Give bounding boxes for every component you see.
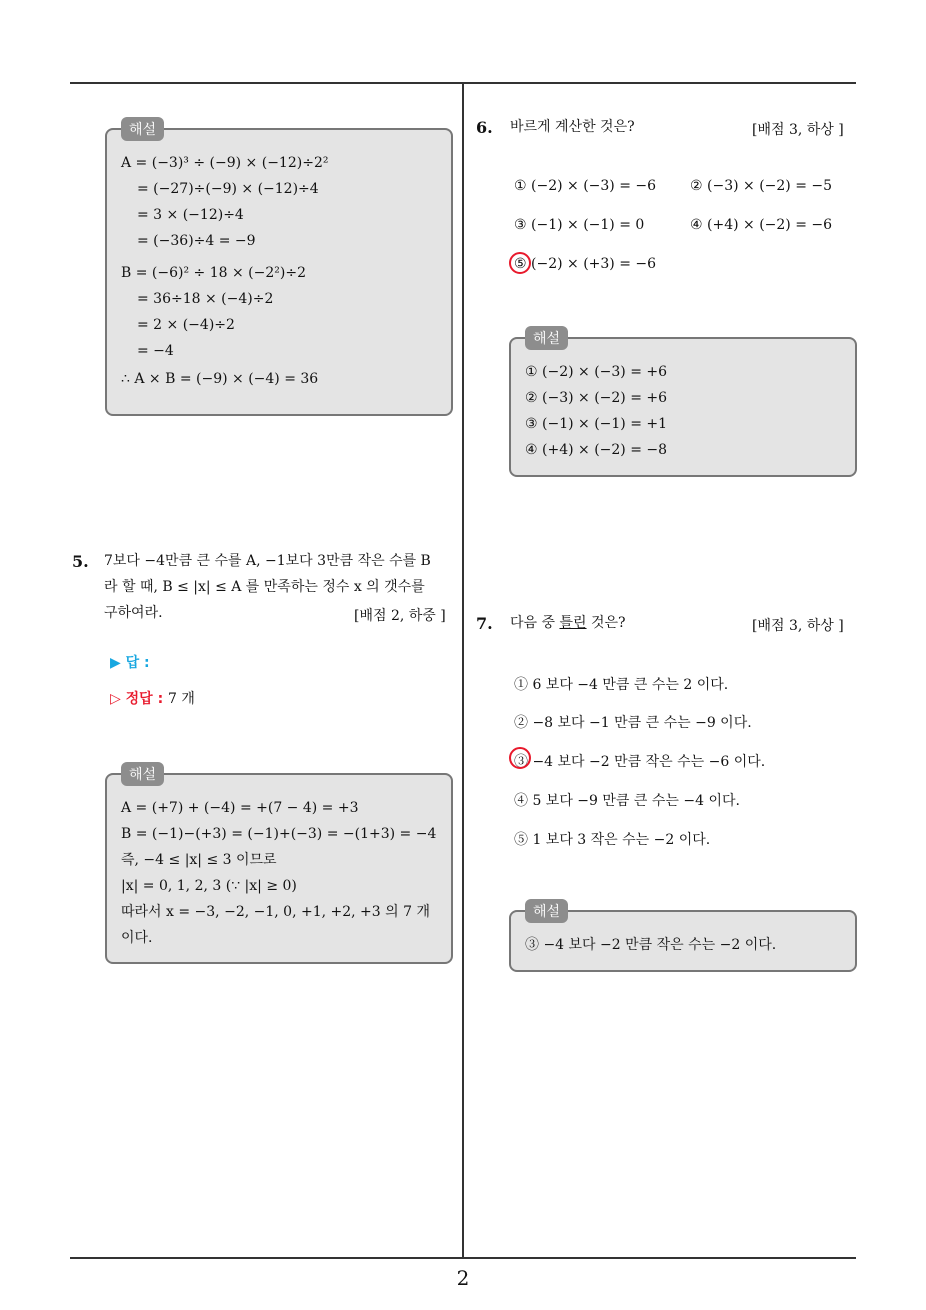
question-number: 6. [476, 118, 493, 137]
choice-3[interactable]: ③ (−1) × (−1) = 0 [514, 217, 645, 233]
question-text [510, 610, 626, 636]
choice-1[interactable]: ① (−2) × (−3) = −6 [514, 178, 657, 194]
solution-line: = (−36)÷4 = −9 [137, 233, 256, 249]
solution-tag: 해설 [121, 762, 164, 786]
solution-line: = (−27)÷(−9) × (−12)÷4 [137, 181, 319, 197]
question-number: 7. [476, 614, 493, 633]
column-divider [462, 84, 464, 1257]
solution-box-q6 [509, 331, 857, 477]
correct-answer-value: 7 개 [168, 691, 195, 707]
correct-answer [110, 688, 195, 708]
solution-line: ④ (+4) × (−2) = −8 [525, 442, 668, 458]
choice-4[interactable]: ④ 5 보다 −9 만큼 큰 수는 −4 이다. [514, 793, 740, 809]
solution-line: = 36÷18 × (−4)÷2 [137, 291, 274, 307]
question-text: 바르게 계산한 것은? [510, 119, 635, 135]
question-number: 5. [72, 552, 89, 571]
solution-line: A = (−3)³ ÷ (−9) × (−12)÷2² [121, 155, 329, 171]
question-score: [배점 3, 하상 ] [752, 122, 844, 138]
solution-line: ∴ A × B = (−9) × (−4) = 36 [121, 371, 319, 387]
solution-line: ① (−2) × (−3) = +6 [525, 364, 668, 380]
solution-tag: 해설 [525, 326, 568, 350]
answer-mark-circle [509, 747, 531, 769]
question-score: [배점 3, 하상 ] [752, 618, 844, 634]
choice-1[interactable]: ① 6 보다 −4 만큼 큰 수는 2 이다. [514, 677, 729, 693]
question-text-line: 라 할 때, B ≤ |x| ≤ A 를 만족하는 정수 x 의 갯수를 [104, 579, 425, 595]
answer-mark-circle [509, 252, 531, 274]
question-text-line: 7보다 −4만큼 큰 수를 A, −1보다 3만큼 작은 수를 B [104, 553, 431, 569]
answer-label: ▶ 답 : [110, 655, 150, 671]
solution-box-q7 [509, 904, 857, 972]
choice-5[interactable]: ⑤ 1 보다 3 작은 수는 −2 이다. [514, 832, 711, 848]
question-text-line: 구하여라. [104, 605, 163, 621]
solution-line: = −4 [137, 343, 174, 359]
solution-line: 따라서 x = −3, −2, −1, 0, +1, +2, +3 의 7 개 [121, 904, 430, 920]
solution-line: B = (−1)−(+3) = (−1)+(−3) = −(1+3) = −4 [121, 826, 437, 842]
solution-line: ② (−3) × (−2) = +6 [525, 390, 668, 406]
solution-line: 즉, −4 ≤ |x| ≤ 3 이므로 [121, 852, 277, 868]
choice-4[interactable]: ④ (+4) × (−2) = −6 [690, 217, 833, 233]
solution-line: A = (+7) + (−4) = +(7 − 4) = +3 [121, 800, 359, 816]
question-text-part: 것은? [586, 615, 626, 631]
correct-answer-label: ▷ 정답 : [110, 691, 164, 707]
bottom-rule [70, 1257, 856, 1259]
solution-tag: 해설 [525, 899, 568, 923]
question-text-underlined: 틀린 [559, 615, 587, 631]
choice-5[interactable]: ⑤ (−2) × (+3) = −6 [514, 256, 657, 272]
solution-line: ③ −4 보다 −2 만큼 작은 수는 −2 이다. [525, 937, 777, 953]
question-text-part: 다음 중 [510, 615, 560, 631]
solution-box-q5 [105, 767, 453, 964]
page-number: 2 [456, 1266, 470, 1290]
solution-line: 이다. [121, 930, 153, 946]
question-score: [배점 2, 하중 ] [354, 608, 446, 624]
choice-3[interactable]: ③ −4 보다 −2 만큼 작은 수는 −6 이다. [514, 754, 766, 770]
solution-line: ③ (−1) × (−1) = +1 [525, 416, 668, 432]
solution-box-q4 [105, 122, 453, 416]
solution-line: = 2 × (−4)÷2 [137, 317, 235, 333]
solution-line: B = (−6)² ÷ 18 × (−2²)÷2 [121, 265, 306, 281]
solution-line: |x| = 0, 1, 2, 3 (∵ |x| ≥ 0) [121, 878, 297, 894]
solution-tag: 해설 [121, 117, 164, 141]
choice-2[interactable]: ② (−3) × (−2) = −5 [690, 178, 833, 194]
solution-line: = 3 × (−12)÷4 [137, 207, 244, 223]
choice-2[interactable]: ② −8 보다 −1 만큼 큰 수는 −9 이다. [514, 715, 752, 731]
